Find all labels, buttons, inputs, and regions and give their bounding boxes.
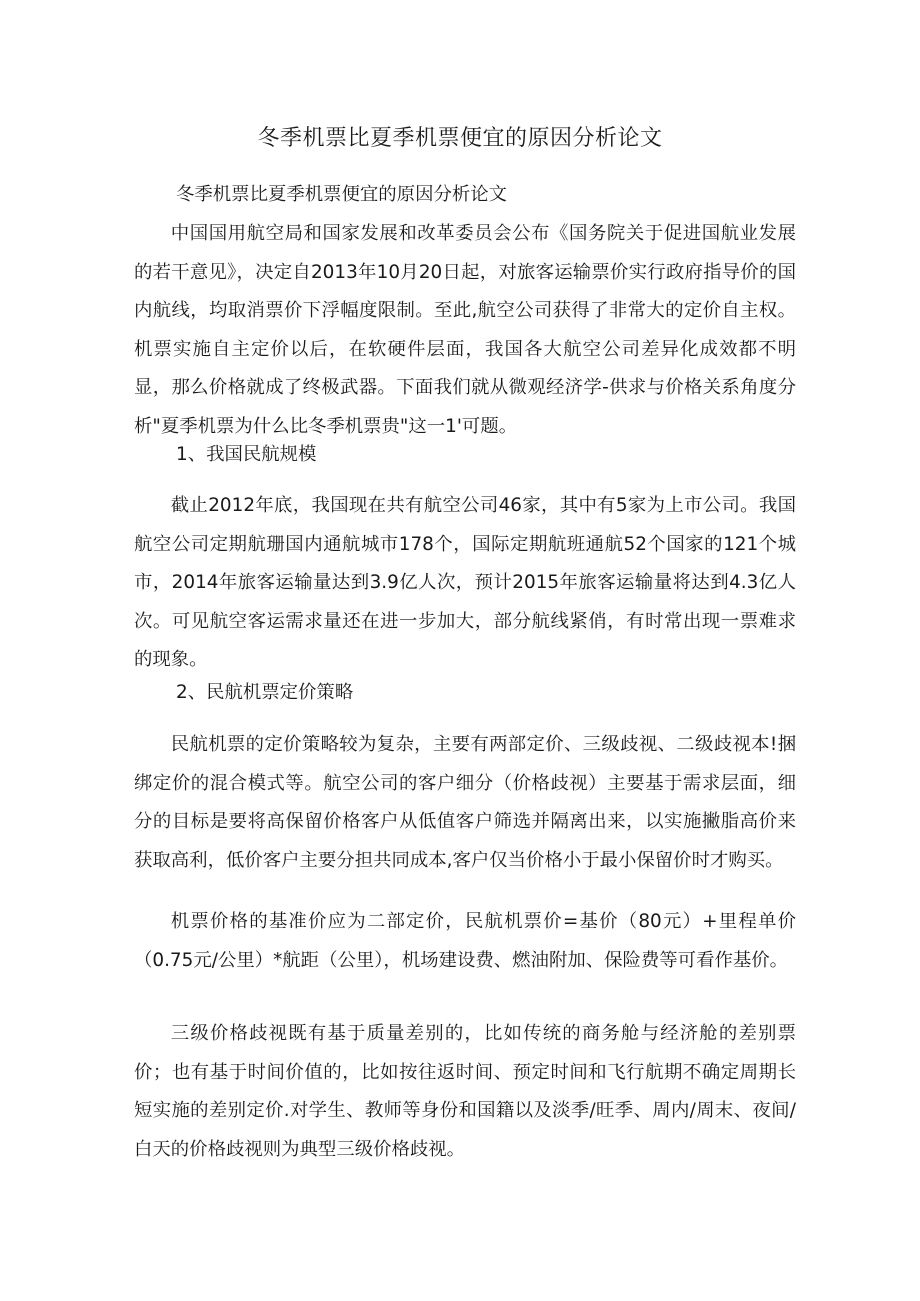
document-title: 冬季机票比夏季机票便宜的原因分析论文	[257, 126, 663, 151]
section-heading-scale: 1、我国民航规模	[176, 444, 317, 465]
section-paragraph-pricing-strategy: 民航机票的定价策略较为复杂，主要有两部定价、三级歧视、二级歧视本!捆绑定价的混合模式等。航空公司的客户细分（价格歧视）主要基于需求层面，细分的目标是要将高保留价格客户从低值客户筛选并隔离出来，以实施撇脂高价来获取高利，低价客户主要分担共同成本,客户仅当价格小于最小保留价时才购买。	[134, 734, 796, 871]
intro-paragraph: 中国国用航空局和国家发展和改革委员会公布《国务院关于促进国航业发展的若干意见》，决定自2013年10月20日起，对旅客运输票价实行政府指导价的国内航线，均取消票价下浮幅度限制。至此,航空公司获得了非常大的定价自主权。机票实施自主定价以后，在软硬件层面，我国各大航空公司差异化成效都不明显，那么价格就成了终极武器。下面我们就从微观经济学-供求与价格关系角度分析"夏季机票为什么比冬季机票贵"这一1'可题。	[134, 223, 796, 437]
section-paragraph-base-price: 机票价格的基准价应为二部定价，民航机票价=基价（80元）+里程单价（0.75元/公里）*航距（公里），机场建设费、燃油附加、保险费等可看作基价。	[134, 911, 796, 971]
section-heading-pricing: 2、民航机票定价策略	[176, 682, 354, 703]
section-paragraph-scale: 截止2012年底，我国现在共有航空公司46家，其中有5家为上市公司。我国航空公司定期航珊国内通航城市178个，国际定期航班通航52个国家的121个城市，2014年旅客运输量达到3.9亿人次，预计2015年旅客运输量将达到4.3亿人次。可见航空客运需求量还在进一步加大，部分航线紧俏，有时常出现一票难求的现象。	[134, 495, 796, 670]
section-paragraph-price-discrimination: 三级价格歧视既有基于质量差别的，比如传统的商务舱与经济舱的差别票价；也有基于时间价值的，比如按往返时间、预定时间和飞行航期不确定周期长短实施的差别定价.对学生、教师等身份和国籍以及淡季/旺季、周内/周末、夜间/白天的价格歧视则为典型三级价格歧视。	[134, 1023, 796, 1160]
document-subtitle: 冬季机票比夏季机票便宜的原因分析论文	[176, 184, 508, 205]
